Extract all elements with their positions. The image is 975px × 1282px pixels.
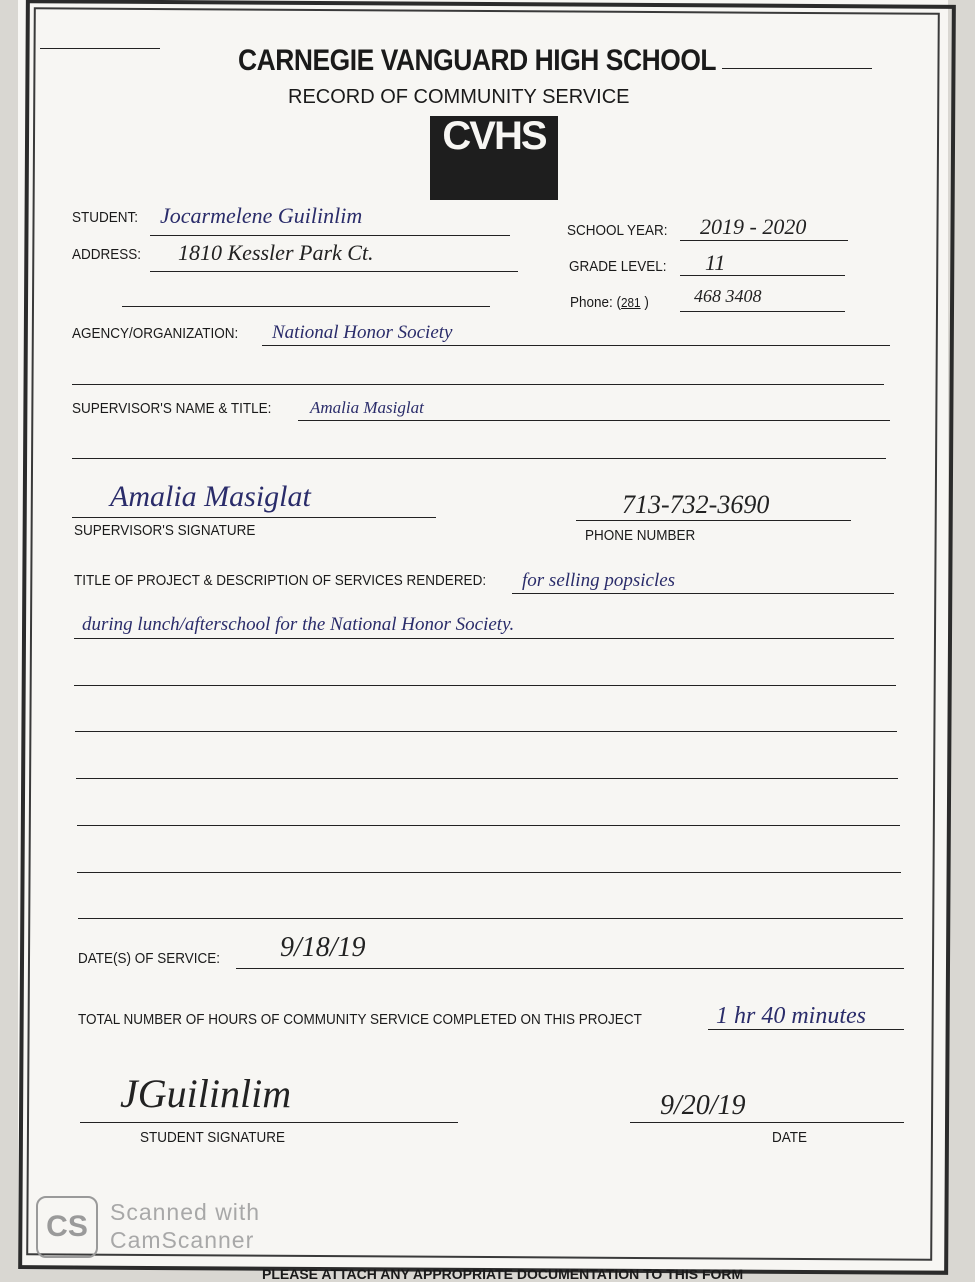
total-hours-value[interactable]: 1 hr 40 minutes	[716, 1003, 866, 1029]
address-line-2	[122, 306, 490, 307]
project-line-5	[76, 778, 898, 779]
supervisor-signature[interactable]: Amalia Masiglat	[110, 480, 311, 513]
project-line-8	[78, 918, 903, 919]
supervisor-signature-line	[72, 517, 436, 518]
project-description-line2[interactable]: during lunch/afterschool for the National Honor Society.	[82, 614, 515, 635]
school-year-label: SCHOOL YEAR:	[567, 222, 668, 239]
project-line-2	[74, 638, 894, 639]
agency-value[interactable]: National Honor Society	[272, 322, 453, 343]
header-rule-left	[40, 48, 160, 49]
phone-line	[680, 311, 845, 312]
agency-line-2	[72, 384, 884, 385]
supervisor-line	[298, 420, 890, 421]
address-value[interactable]: 1810 Kessler Park Ct.	[178, 240, 374, 265]
form-title: RECORD OF COMMUNITY SERVICE	[288, 86, 630, 108]
project-line-6	[77, 825, 900, 826]
header-rule	[722, 68, 872, 69]
project-label: TITLE OF PROJECT & DESCRIPTION OF SERVICES RENDERED:	[74, 572, 487, 589]
student-line	[150, 235, 510, 236]
camscanner-watermark: Scanned with CamScanner	[110, 1199, 261, 1253]
school-year-line	[680, 240, 848, 241]
total-hours-label: TOTAL NUMBER OF HOURS OF COMMUNITY SERVICE COMPLETED ON THIS PROJECT	[78, 1011, 642, 1028]
phone-number-line	[576, 520, 851, 521]
phone-value[interactable]: 468 3408	[694, 286, 762, 306]
school-logo: CVHS	[430, 116, 558, 200]
project-description-line1[interactable]: for selling popsicles	[522, 570, 676, 591]
address-line	[150, 271, 518, 272]
phone-number-label: PHONE NUMBER	[585, 527, 696, 544]
agency-line	[262, 345, 890, 346]
agency-label: AGENCY/ORGANIZATION:	[72, 325, 239, 342]
project-line-3	[74, 685, 896, 686]
student-signature-line	[80, 1122, 458, 1123]
phone-label: Phone: (281 )	[570, 294, 649, 311]
footer-note: PLEASE ATTACH ANY APPROPRIATE DOCUMENTATION TO THIS FORM	[262, 1266, 744, 1282]
project-line-4	[75, 731, 897, 732]
supervisor-line-2	[72, 458, 886, 459]
grade-level-value[interactable]: 11	[705, 250, 726, 275]
supervisor-phone-value[interactable]: 713-732-3690	[622, 490, 770, 519]
dates-line	[236, 968, 904, 969]
phone-area-code[interactable]: 281	[621, 295, 641, 310]
address-label: ADDRESS:	[72, 246, 142, 263]
grade-level-label: GRADE LEVEL:	[569, 258, 667, 275]
student-label: STUDENT:	[72, 209, 139, 226]
project-line-1	[512, 593, 894, 594]
school-name: CARNEGIE VANGUARD HIGH SCHOOL	[238, 44, 717, 77]
student-value[interactable]: Jocarmelene Guilinlim	[160, 203, 363, 228]
school-year-value[interactable]: 2019 - 2020	[700, 214, 807, 239]
camscanner-logo: CS	[36, 1196, 98, 1258]
supervisor-label: SUPERVISOR'S NAME & TITLE:	[72, 400, 272, 417]
date-line	[630, 1122, 904, 1123]
student-signature-label: STUDENT SIGNATURE	[140, 1129, 286, 1146]
supervisor-signature-label: SUPERVISOR'S SIGNATURE	[74, 522, 256, 539]
project-line-7	[77, 872, 901, 873]
dates-of-service-label: DATE(S) OF SERVICE:	[78, 950, 221, 967]
student-signature[interactable]: JGuilinlim	[120, 1071, 292, 1116]
date-label: DATE	[772, 1129, 808, 1146]
dates-of-service-value[interactable]: 9/18/19	[280, 932, 366, 963]
supervisor-value[interactable]: Amalia Masiglat	[310, 398, 424, 417]
date-value[interactable]: 9/20/19	[660, 1090, 746, 1121]
